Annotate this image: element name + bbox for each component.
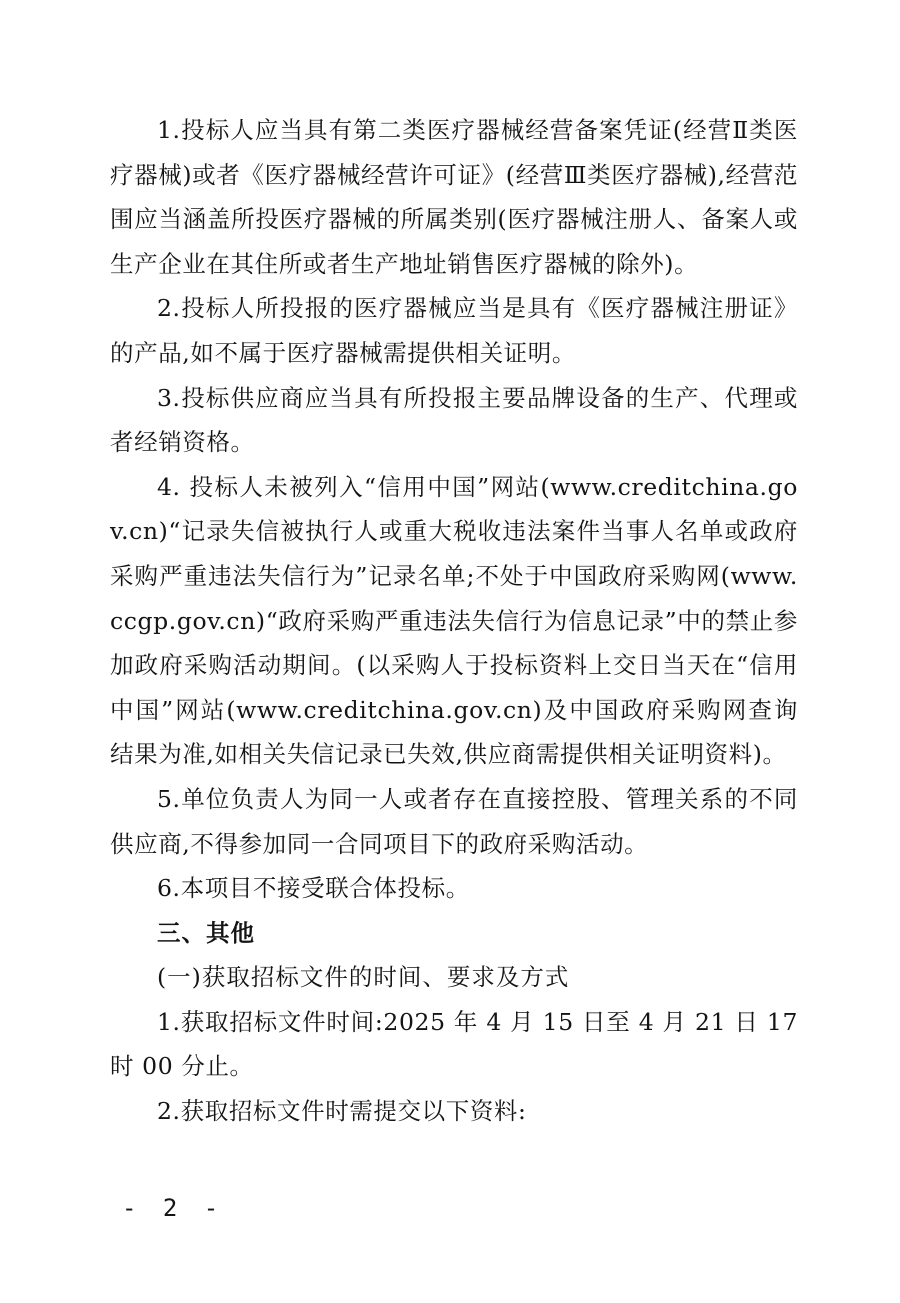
paragraph-obtain-time: 1.获取招标文件时间:2025 年 4 月 15 日至 4 月 21 日 17 时 00 分止。 (110, 1007, 798, 1081)
paragraph-obtain-materials: 2.获取招标文件时需提交以下资料: (157, 1097, 527, 1126)
section-heading-other: 三、其他 (157, 918, 255, 947)
paragraph-qualification-5: 5.单位负责人为同一人或者存在直接控股、管理关系的不同供应商,不得参加同一合同项目下的政府采购活动。 (110, 784, 798, 858)
paragraph-qualification-6: 6.本项目不接受联合体投标。 (157, 874, 470, 903)
paragraph-qualification-1: 1.投标人应当具有第二类医疗器械经营备案凭证(经营Ⅱ类医疗器械)或者《医疗器械经营许可证》(经营Ⅲ类医疗器械),经营范围应当涵盖所投医疗器械的所属类别(医疗器械注册人、备案人或生产企业在其住所或者生产地址销售医疗器械的除外)。 (110, 116, 798, 278)
page-number: - 2 - (122, 1194, 225, 1222)
paragraph-qualification-3: 3.投标供应商应当具有所投报主要品牌设备的生产、代理或者经销资格。 (110, 383, 798, 457)
paragraph-qualification-2: 2.投标人所投报的医疗器械应当是具有《医疗器械注册证》的产品,如不属于医疗器械需提供相关证明。 (110, 294, 798, 367)
document-body (110, 108, 798, 1134)
paragraph-qualification-4: 4. 投标人未被列入“信用中国”网站(www.creditchina.gov.cn)“记录失信被执行人或重大税收违法案件当事人名单或政府采购严重违法失信行为”记录名单;不处于中国政府采购网(www.ccgp.gov.cn)“政府采购严重违法失信行为信息记录”中的禁止参加政府采购活动期间。(以采购人于投标资料上交日当天在“信用中国”网站(www.creditchina.gov.cn)及中国政府采购网查询结果为准,如相关失信记录已失效,供应商需提供相关证明资料)。 (110, 472, 798, 769)
sub-heading-obtain-documents: (一)获取招标文件的时间、要求及方式 (157, 963, 570, 992)
